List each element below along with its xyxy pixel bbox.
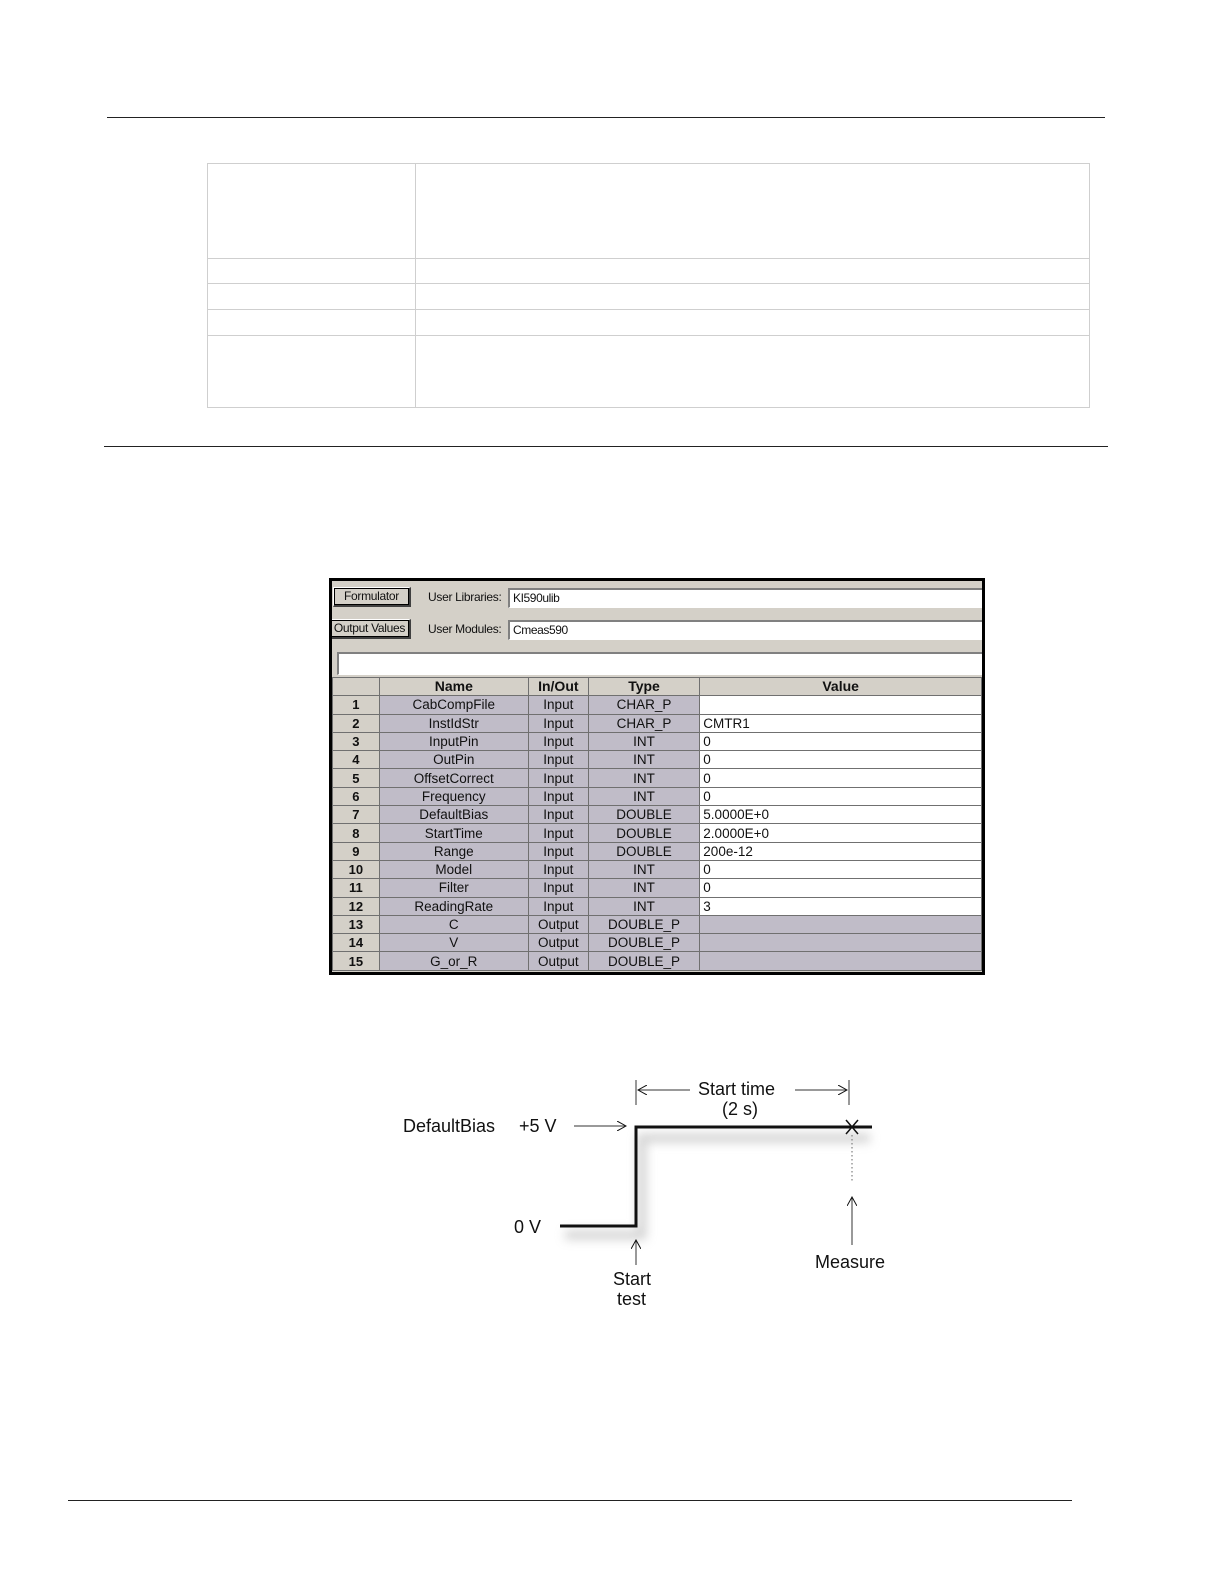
name-cell: Range	[379, 842, 528, 860]
start-time-value: (2 s)	[722, 1099, 758, 1119]
type-cell: DOUBLE_P	[588, 952, 700, 970]
value-cell[interactable]: 0	[700, 751, 982, 769]
info-row	[208, 309, 1089, 336]
type-cell: INT	[588, 787, 700, 805]
type-cell: DOUBLE_P	[588, 934, 700, 952]
name-cell: InputPin	[379, 732, 528, 750]
inout-cell: Output	[528, 952, 588, 970]
value-column-header[interactable]: Value	[700, 678, 982, 696]
type-cell: CHAR_P	[588, 696, 700, 714]
row-number-cell: 15	[333, 952, 380, 970]
row-number-cell: 7	[333, 806, 380, 824]
table-row[interactable]	[333, 732, 982, 750]
type-cell: INT	[588, 732, 700, 750]
table-row[interactable]	[333, 897, 982, 915]
row-number-cell: 4	[333, 751, 380, 769]
inout-column-header[interactable]: In/Out	[528, 678, 588, 696]
user-libraries-label: User Libraries:	[428, 590, 502, 604]
value-cell[interactable]: 0	[700, 769, 982, 787]
type-column-header[interactable]: Type	[588, 678, 700, 696]
info-row	[208, 283, 1089, 310]
top-rule	[107, 117, 1105, 118]
name-cell: CabCompFile	[379, 696, 528, 714]
inout-cell: Input	[528, 897, 588, 915]
row-number-cell: 3	[333, 732, 380, 750]
inout-cell: Input	[528, 787, 588, 805]
table-row[interactable]	[333, 952, 982, 970]
inout-cell: Input	[528, 879, 588, 897]
value-cell[interactable]	[700, 915, 982, 933]
grid-header-row	[333, 678, 982, 696]
row-number-cell: 5	[333, 769, 380, 787]
inout-cell: Input	[528, 824, 588, 842]
value-cell[interactable]: CMTR1	[700, 714, 982, 732]
info-row	[208, 258, 1089, 284]
measure-label: Measure	[815, 1252, 886, 1272]
value-cell[interactable]	[700, 952, 982, 970]
user-modules-label: User Modules:	[428, 622, 502, 636]
row-number-cell: 13	[333, 915, 380, 933]
type-cell: INT	[588, 769, 700, 787]
table-row[interactable]	[333, 787, 982, 805]
status-field[interactable]	[337, 652, 985, 675]
name-cell: DefaultBias	[379, 806, 528, 824]
value-cell[interactable]: 2.0000E+0	[700, 824, 982, 842]
table-row[interactable]	[333, 824, 982, 842]
value-cell[interactable]: 0	[700, 732, 982, 750]
row-number-cell: 2	[333, 714, 380, 732]
type-cell: INT	[588, 751, 700, 769]
name-cell: Filter	[379, 879, 528, 897]
name-cell: G_or_R	[379, 952, 528, 970]
value-cell[interactable]: 200e-12	[700, 842, 982, 860]
value-cell[interactable]: 5.0000E+0	[700, 806, 982, 824]
inout-cell: Input	[528, 860, 588, 878]
type-cell: DOUBLE_P	[588, 915, 700, 933]
formulator-button[interactable]: Formulator	[333, 587, 411, 607]
table-row[interactable]	[333, 860, 982, 878]
name-cell: Frequency	[379, 787, 528, 805]
start-test-label-line2: test	[617, 1289, 647, 1309]
info-column-divider	[415, 164, 416, 407]
name-column-header[interactable]: Name	[379, 678, 528, 696]
table-row[interactable]	[333, 842, 982, 860]
inout-cell: Input	[528, 714, 588, 732]
user-modules-field[interactable]: Cmeas590	[508, 620, 985, 640]
waveform-shadow	[565, 1138, 870, 1235]
table-row[interactable]	[333, 934, 982, 952]
table-row[interactable]	[333, 806, 982, 824]
start-time-label: Start time	[698, 1079, 776, 1099]
name-cell: InstIdStr	[379, 714, 528, 732]
inout-cell: Output	[528, 934, 588, 952]
value-cell[interactable]: 0	[700, 879, 982, 897]
kite-module-parameters-panel	[329, 578, 985, 975]
name-cell: Model	[379, 860, 528, 878]
parameter-info-table	[207, 163, 1090, 408]
value-cell[interactable]: 3	[700, 897, 982, 915]
row-number-cell: 8	[333, 824, 380, 842]
start-test-label-line1: Start	[613, 1269, 652, 1289]
start-time-diagram	[390, 1075, 910, 1320]
zero-volt-label: 0 V	[514, 1217, 542, 1237]
row-number-cell: 14	[333, 934, 380, 952]
table-row[interactable]	[333, 696, 982, 714]
inout-cell: Input	[528, 769, 588, 787]
row-number-cell: 1	[333, 696, 380, 714]
row-number-cell: 12	[333, 897, 380, 915]
type-cell: CHAR_P	[588, 714, 700, 732]
default-bias-label: DefaultBias	[403, 1116, 496, 1136]
user-libraries-field[interactable]: KI590ulib	[508, 588, 985, 608]
parameter-grid	[332, 677, 982, 971]
row-number-cell: 10	[333, 860, 380, 878]
inout-cell: Input	[528, 732, 588, 750]
inout-cell: Input	[528, 696, 588, 714]
section-rule	[104, 446, 1108, 447]
value-cell[interactable]	[700, 934, 982, 952]
type-cell: INT	[588, 897, 700, 915]
output-values-button[interactable]: Output Values	[329, 619, 411, 639]
name-cell: StartTime	[379, 824, 528, 842]
type-cell: DOUBLE	[588, 806, 700, 824]
name-cell: OutPin	[379, 751, 528, 769]
inout-cell: Output	[528, 915, 588, 933]
value-cell[interactable]	[700, 696, 982, 714]
table-row[interactable]	[333, 714, 982, 732]
footer-rule	[68, 1500, 1072, 1501]
name-cell: OffsetCorrect	[379, 769, 528, 787]
row-number-cell: 6	[333, 787, 380, 805]
type-cell: INT	[588, 860, 700, 878]
value-cell[interactable]: 0	[700, 787, 982, 805]
type-cell: DOUBLE	[588, 824, 700, 842]
value-cell[interactable]: 0	[700, 860, 982, 878]
name-cell: V	[379, 934, 528, 952]
table-row[interactable]	[333, 915, 982, 933]
inout-cell: Input	[528, 842, 588, 860]
table-row[interactable]	[333, 769, 982, 787]
inout-cell: Input	[528, 751, 588, 769]
type-cell: DOUBLE	[588, 842, 700, 860]
info-row	[208, 164, 1089, 259]
type-cell: INT	[588, 879, 700, 897]
row-number-cell: 11	[333, 879, 380, 897]
name-cell: C	[379, 915, 528, 933]
table-row[interactable]	[333, 879, 982, 897]
row-number-cell: 9	[333, 842, 380, 860]
inout-cell: Input	[528, 806, 588, 824]
row-number-header	[333, 678, 380, 696]
bias-value-label: +5 V	[519, 1116, 557, 1136]
table-row[interactable]	[333, 751, 982, 769]
name-cell: ReadingRate	[379, 897, 528, 915]
